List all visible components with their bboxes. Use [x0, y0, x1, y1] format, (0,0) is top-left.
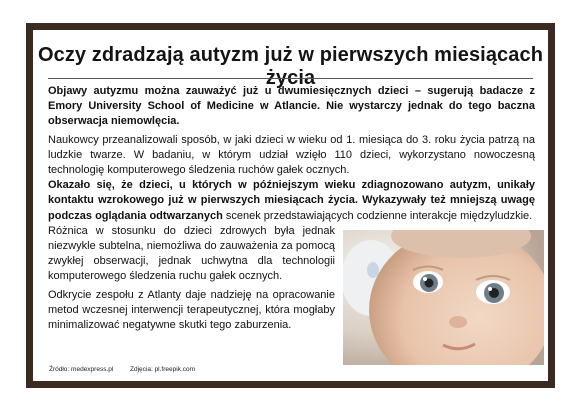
photo-credit: Zdjęcia: pl.freepik.com	[130, 366, 196, 373]
paragraph-5: Odkrycie zespołu z Atlanty daje nadzieję na opracowanie metod wczesnej interwencji terapeutycznej, która mogłaby minimalizować negatywne skutki tego zaburzenia.	[48, 288, 335, 332]
paragraph-3-bold: Okazało się, że dzieci, u których w późniejszym wieku zdiagnozowano autyzm, unikały kontaktu wzrokowego już w pierwszych miesiącach życia. Wykazywały też mniejszą uwagę podczas oglądania odtwarzanych	[48, 179, 535, 222]
paragraph-2: Naukowcy przeanalizowali sposób, w jaki dzieci w wieku od 1. miesiąca do 3. roku życia patrzą na ludzkie twarze. W badaniu, w którym udział wzięło 110 dzieci, wykorzystano nowoczesną technologię komputerowego śledzenia ruchów gałek ocznych.	[48, 133, 535, 177]
lead-text: Objawy autyzmu można zauważyć już u dwumiesięcznych dzieci – sugerują badacze z Emory University School of Medicine w Atlancie. Nie wystarczy jednak do tego baczna obserwacja niemowlęcia.	[48, 85, 535, 128]
baby-face-illustration	[343, 230, 544, 365]
baby-photo	[343, 230, 544, 365]
paragraph-4: Różnica w stosunku do dzieci zdrowych była jednak niezwykle subtelna, niemożliwa do zauważenia za pomocą zwykłej obserwacji, jednak uchwytna dla technologii komputerowego śledzenia ruchu gałek ocznych.	[48, 224, 335, 283]
lead-paragraph	[48, 84, 535, 130]
article-title: Oczy zdradzają autyzm już w pierwszych miesiącach życia	[37, 44, 544, 89]
article-frame	[26, 23, 555, 388]
paragraph-3	[48, 178, 535, 224]
source-credit: Źródło: medexpress.pl	[49, 366, 114, 373]
title-divider	[48, 78, 533, 79]
paragraph-3-rest: scenek przedstawiających codzienne interakcje międzyludzkie.	[222, 209, 533, 222]
